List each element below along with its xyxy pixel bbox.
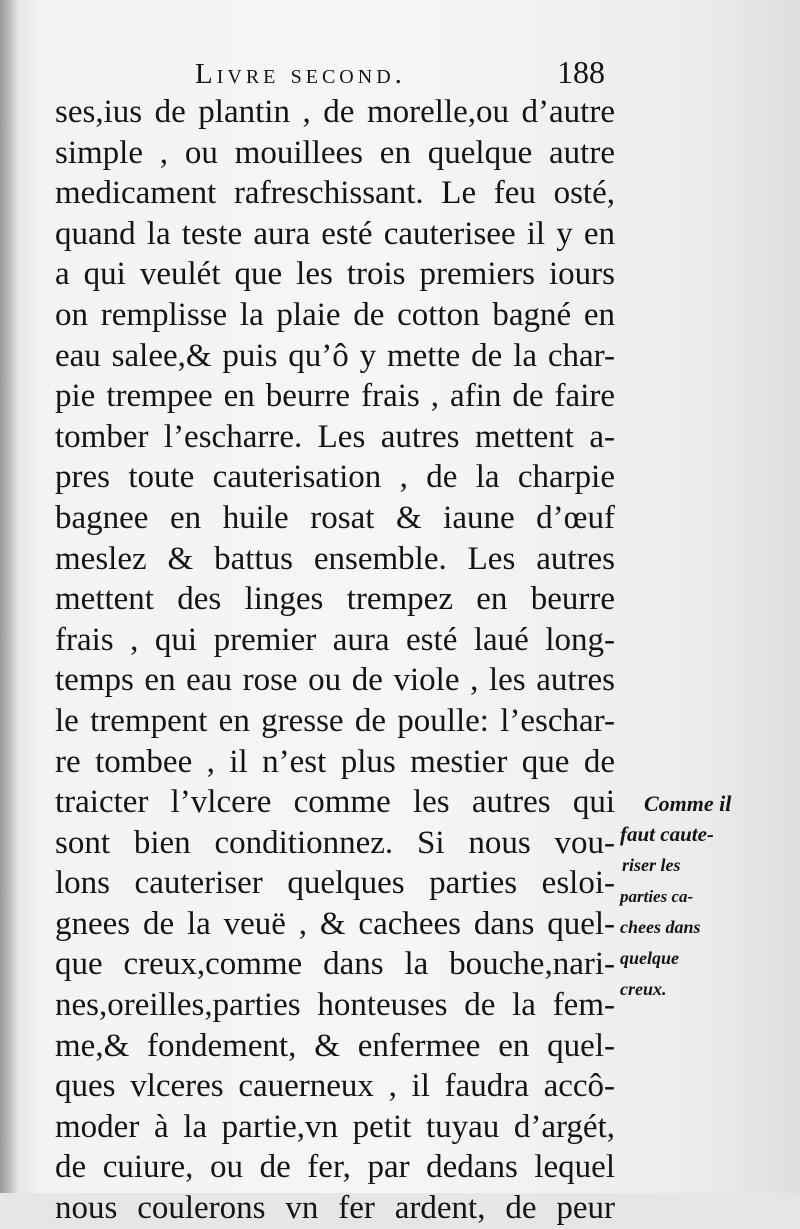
text-line: meslez & battus ensemble. Les autres	[55, 540, 615, 577]
marginal-note-line: creux.	[620, 979, 667, 999]
text-line: re tombee , il n’est plus mestier que de	[55, 743, 615, 780]
marginal-note-line: Comme il	[644, 791, 732, 816]
text-line: simple , ou mouillees en quelque autre	[55, 134, 615, 171]
marginal-note-line: quelque	[620, 948, 680, 968]
text-line: de cuiure, ou de fer, par dedans lequel	[55, 1149, 615, 1186]
marginal-note-line: chees dans	[620, 917, 701, 937]
text-line: ques vlceres cauerneux , il faudra accô-	[55, 1068, 615, 1105]
text-line: gnees de la veuë , & cachees dans quel-	[55, 905, 615, 942]
text-line: me,& fondement, & enfermee en quel-	[55, 1027, 615, 1064]
text-line: medicament rafreschissant. Le feu osté,	[55, 175, 615, 212]
marginal-note-line: parties ca-	[620, 887, 694, 906]
text-line: eau salee,& puis qu’ô y mette de la char-	[55, 337, 615, 374]
text-line: pres toute cauterisation , de la charpie	[55, 459, 615, 496]
text-line: frais , qui premier aura esté laué long-	[55, 621, 615, 658]
body-text	[55, 92, 615, 1229]
text-line: temps en eau rose ou de viole , les autres	[55, 662, 615, 699]
text-line: quand la teste aura esté cauterisee il y en	[55, 215, 615, 252]
running-head-title: Livre second.	[195, 58, 406, 90]
text-line: sont bien conditionnez. Si nous vou-	[55, 824, 615, 861]
running-head	[195, 52, 605, 92]
text-line: on remplisse la plaie de cotton bagné en	[55, 296, 615, 333]
marginal-note-line: faut caute-	[620, 822, 714, 846]
marginal-note	[620, 788, 750, 1005]
text-line: moder à la partie,vn petit tuyau d’argét,	[55, 1108, 615, 1145]
spine-shadow	[0, 0, 18, 1193]
text-line: nous coulerons vn fer ardent, de peur	[55, 1190, 615, 1227]
text-line: nes,oreilles,parties honteuses de la fem-	[55, 987, 615, 1024]
text-line: ses,ius de plantin , de morelle,ou d’autre	[55, 94, 615, 130]
text-line: que creux,comme dans la bouche,nari-	[55, 946, 615, 983]
text-line: a qui veulét que les trois premiers iours	[55, 256, 615, 293]
marginal-note-line: riser les	[622, 855, 681, 875]
text-line: le trempent en gresse de poulle: l’eschar-	[55, 702, 615, 739]
text-line: mettent des linges trempez en beurre	[55, 581, 615, 618]
text-line: pie trempee en beurre frais , afin de faire	[55, 378, 615, 415]
text-line: traicter l’vlcere comme les autres qui	[55, 784, 615, 821]
text-line: bagnee en huile rosat & iaune d’œuf	[55, 499, 615, 536]
page-number: 188	[557, 54, 605, 90]
text-line: lons cauteriser quelques parties esloi-	[55, 865, 615, 902]
text-line: tomber l’escharre. Les autres mettent a-	[55, 418, 615, 455]
